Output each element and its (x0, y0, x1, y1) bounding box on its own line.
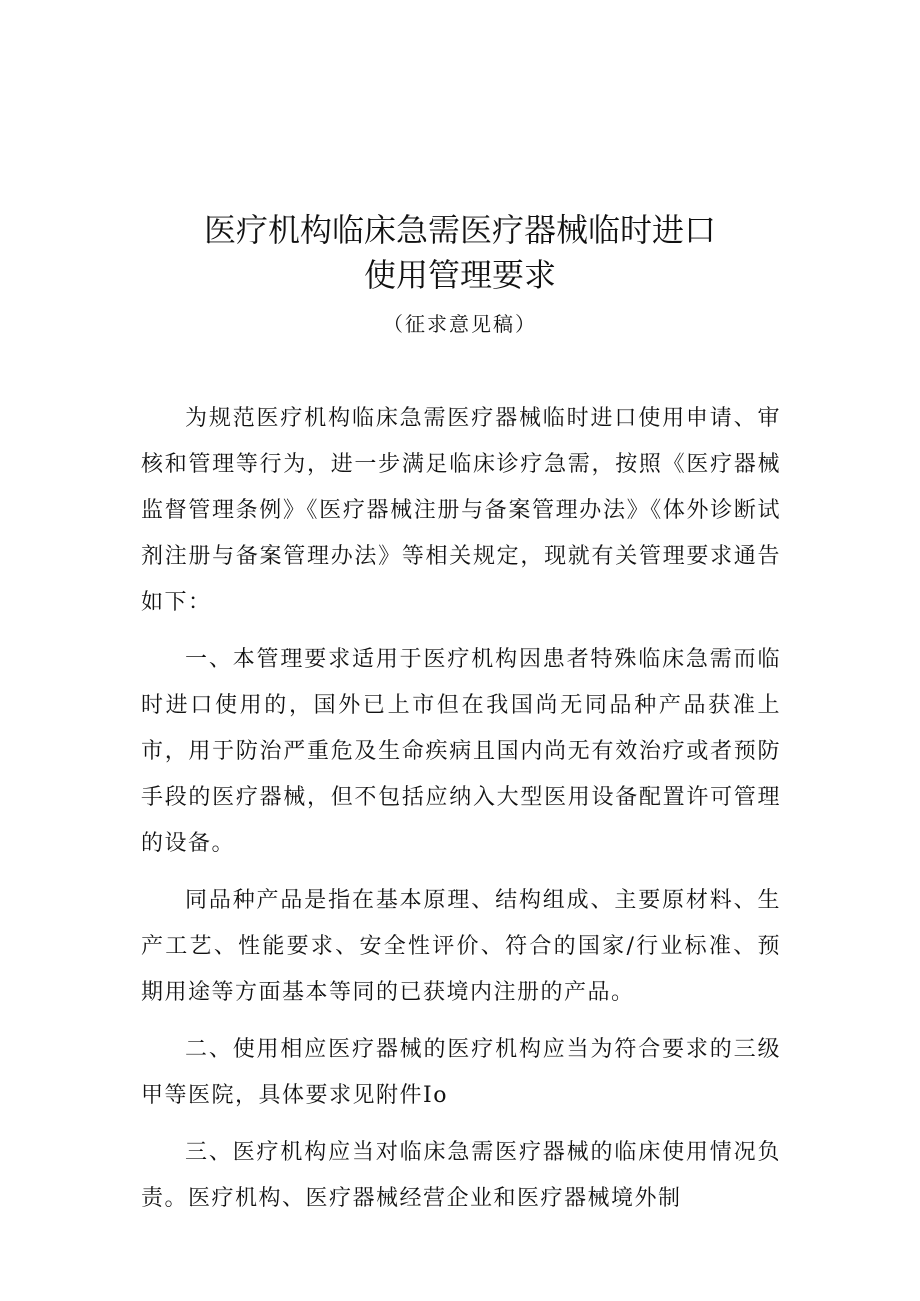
document-subtitle: （征求意见稿） (383, 312, 537, 336)
paragraph-scope: 一、本管理要求适用于医疗机构因患者特殊临床急需而临时进口使用的，国外已上市但在我国尚无同品种产品获准上市，用于防治严重危及生命疾病且国内尚无有效治疗或者预防手段的医疗器械，但不包括应纳入大型医用设备配置许可管理的设备。 (141, 647, 781, 856)
paragraph-responsibility: 三、医疗机构应当对临床急需医疗器械的临床使用情况负责。医疗机构、医疗器械经营企业和医疗器械境外制 (141, 1140, 781, 1211)
paragraph-definition: 同品种产品是指在基本原理、结构组成、主要原材料、生产工艺、性能要求、安全性评价、符合的国家/行业标准、预期用途等方面基本等同的已获境内注册的产品。 (141, 888, 781, 1005)
paragraph-preamble: 为规范医疗机构临床急需医疗器械临时进口使用申请、审核和管理等行为，进一步满足临床诊疗急需，按照《医疗器械监督管理条例》《医疗器械注册与备案管理办法》《体外诊断试剂注册与备案管理办法》等相关规定，现就有关管理要求通告如下： (141, 406, 781, 615)
document-title-line-2: 使用管理要求 (363, 256, 556, 294)
paragraph-hospital-requirement: 二、使用相应医疗器械的医疗机构应当为符合要求的三级甲等医院，具体要求见附件Io (141, 1037, 781, 1108)
document-body (141, 396, 781, 1222)
document-title-line-1: 医疗机构临床急需医疗器械临时进口 (203, 211, 716, 249)
